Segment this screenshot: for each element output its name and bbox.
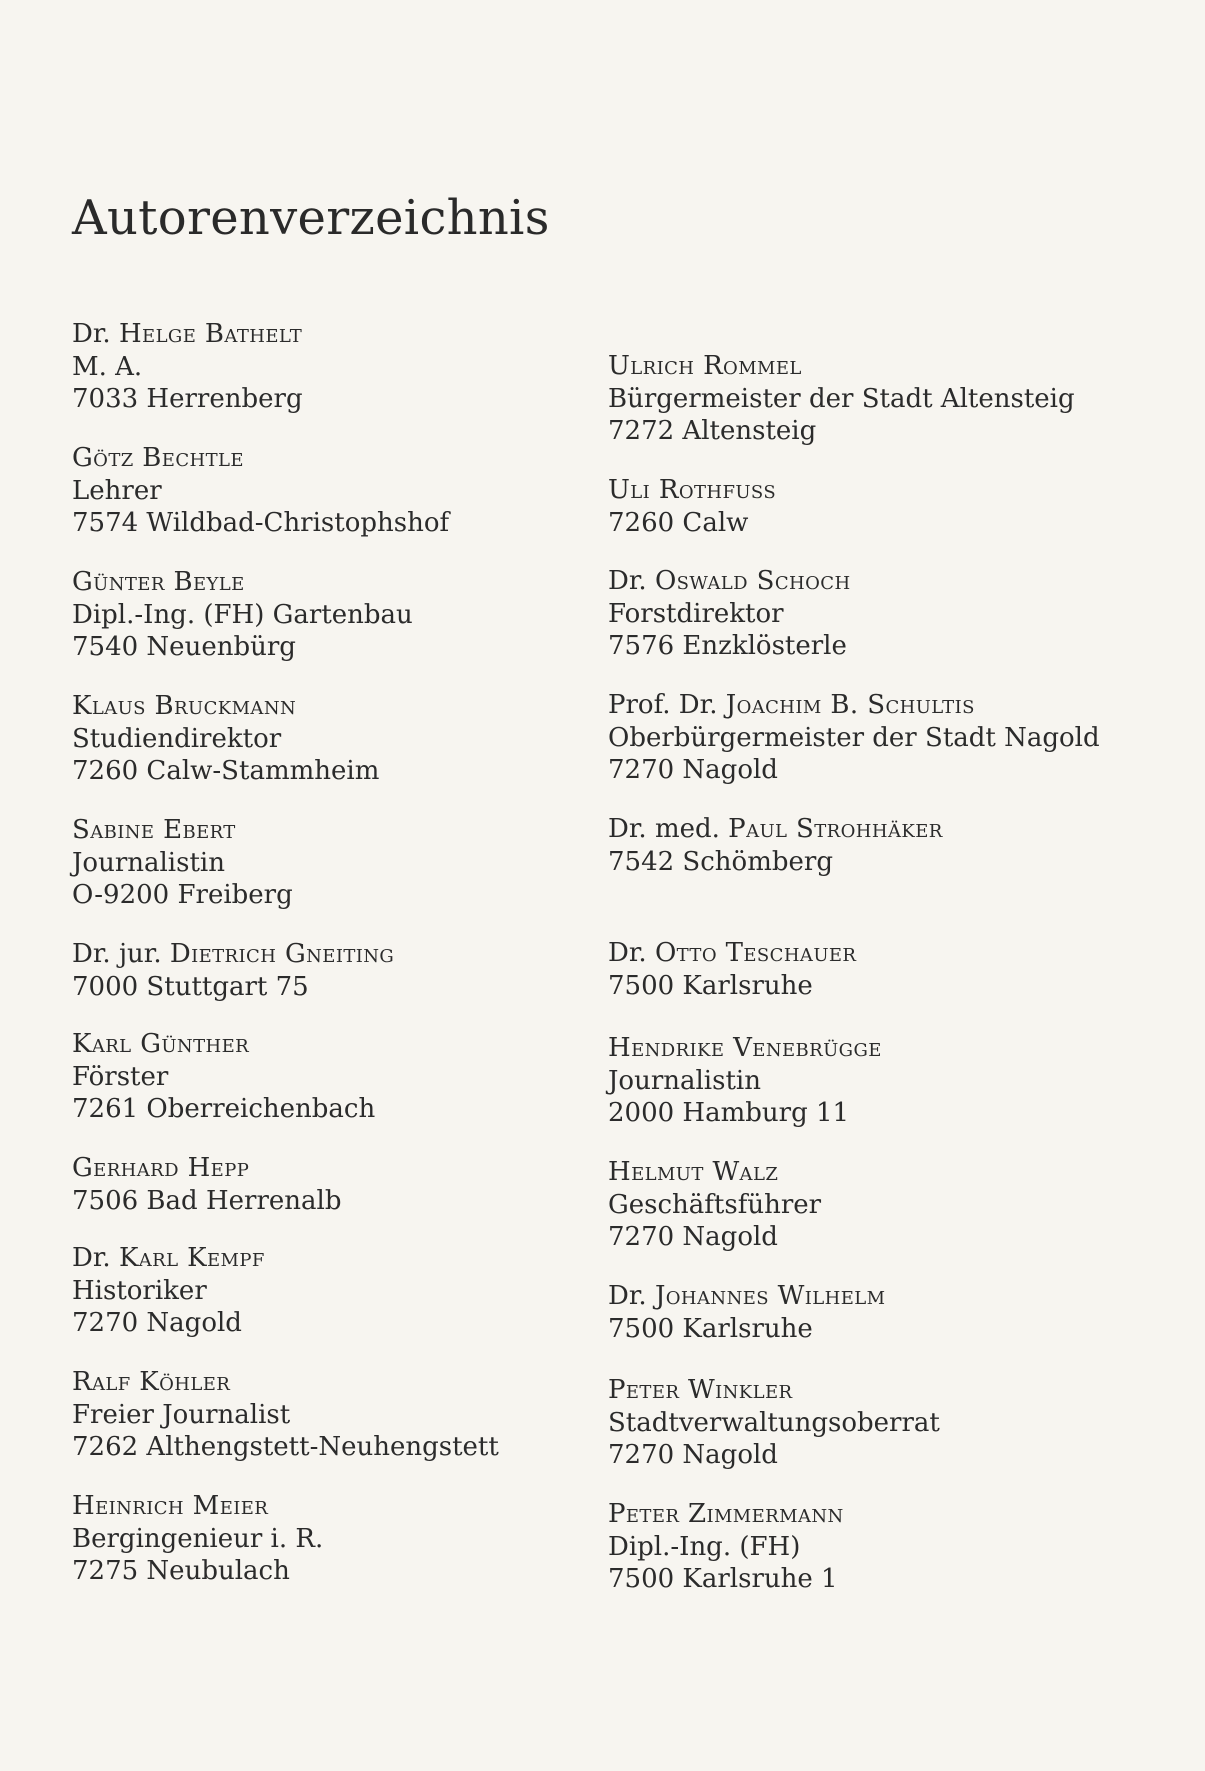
author-name-line [608,1374,1128,1407]
author-name: Helge Bathelt [118,319,303,349]
author-entry [72,814,592,912]
author-entry [608,474,1128,539]
author-occupation: Freier Journalist [72,1399,291,1430]
author-occupation: Oberbürgermeister der Stadt Nagold [608,722,1100,753]
author-occupation: Historiker [72,1275,207,1306]
author-occupation: M. A. [72,351,143,382]
author-name: Götz Bechtle [72,443,244,473]
author-name-line [72,566,592,599]
author-address: 7542 Schömberg [608,846,833,877]
author-name: Otto Teschauer [654,938,857,968]
author-entry [608,350,1128,448]
author-name-line [72,442,592,475]
author-address: 7033 Herrenberg [72,384,303,414]
author-address: 7261 Oberreichenbach [72,1094,376,1124]
author-name-line [608,689,1128,722]
author-entry [608,1032,1128,1130]
author-name: Helmut Walz [608,1157,779,1187]
author-name: Klaus Bruckmann [72,691,297,721]
author-address: 7576 Enzklösterle [608,631,847,661]
author-address: 2000 Hamburg 11 [608,1098,850,1128]
author-name: Sabine Ebert [72,815,236,845]
author-occupation: Dipl.-Ing. (FH) Gartenbau [72,599,413,630]
author-address: 7574 Wildbad-Christophshof [72,508,450,538]
author-name: Heinrich Meier [72,1491,269,1521]
author-occupation: Förster [72,1061,169,1092]
author-address: 7506 Bad Herrenalb [72,1185,342,1216]
author-name: Karl Günther [72,1029,250,1059]
author-name-line [72,690,592,723]
author-entry [608,565,1128,663]
author-title-prefix: Dr. med. [608,814,729,844]
author-name: Peter Winkler [608,1375,793,1405]
author-occupation: Bergingenieur i. R. [72,1523,324,1554]
author-name-line [608,565,1128,598]
author-entry [72,1152,592,1217]
author-entry [72,1028,592,1126]
author-name-line [608,1280,1128,1313]
author-entry [608,813,1128,878]
author-title-prefix: Dr. [72,319,119,349]
author-address: 7270 Nagold [608,1440,778,1470]
author-entry [72,442,592,540]
author-address: 7270 Nagold [72,1308,242,1338]
author-name: Uli Rothfuss [608,475,777,505]
author-name: Gerhard Hepp [72,1153,250,1183]
author-occupation: Forstdirektor [608,598,784,629]
author-name-line [72,1242,592,1275]
author-occupation: Lehrer [72,475,162,506]
author-name: Karl Kempf [118,1243,265,1273]
author-name-line [72,814,592,847]
author-title-prefix: Prof. Dr. [608,690,726,720]
author-name: Oswald Schoch [654,566,851,596]
author-occupation: Journalistin [72,847,225,878]
author-occupation: Dipl.-Ing. (FH) [608,1531,801,1562]
author-name: Günter Beyle [72,567,245,597]
author-name-line [608,350,1128,383]
author-name-line [608,937,1128,970]
author-name: Joachim B. Schultis [725,690,975,720]
author-address: 7540 Neuenbürg [72,632,296,662]
author-name: Dietrich Gneiting [169,939,395,969]
author-entry [72,1490,592,1588]
author-occupation: Stadtverwaltungsoberrat [608,1407,940,1438]
author-address: O-9200 Freiberg [72,880,293,910]
author-entry [72,1366,592,1464]
author-entry [608,689,1128,787]
author-name-line [72,1366,592,1399]
author-name: Peter Zimmermann [608,1499,844,1529]
author-name-line [72,1152,592,1185]
author-name-line [608,1032,1128,1065]
author-address: 7275 Neubulach [72,1556,290,1586]
author-name-line [72,1028,592,1061]
author-entry [72,566,592,664]
author-entry [608,1498,1128,1596]
author-title-prefix: Dr. [608,938,655,968]
author-name: Hendrike Venebrügge [608,1033,882,1063]
author-entry [72,1242,592,1340]
page-title: Autorenverzeichnis [72,190,550,246]
author-entry [608,1374,1128,1472]
author-address: 7500 Karlsruhe 1 [608,1564,838,1594]
author-name-line [608,1156,1128,1189]
author-title-prefix: Dr. jur. [72,939,170,969]
author-name-line [72,318,592,351]
author-entry [608,1280,1128,1345]
author-name-line [608,474,1128,507]
author-address: 7500 Karlsruhe [608,1313,813,1344]
author-entry [72,938,592,1003]
author-name: Paul Strohhäker [728,814,943,844]
author-name-line [72,938,592,971]
author-entry [72,690,592,788]
author-address: 7262 Althengstett-Neuhengstett [72,1432,499,1462]
author-address: 7270 Nagold [608,1222,778,1252]
author-occupation: Bürgermeister der Stadt Altensteig [608,383,1075,414]
author-name-line [72,1490,592,1523]
author-title-prefix: Dr. [608,566,655,596]
author-name: Ralf Köhler [72,1367,231,1397]
author-name-line [608,1498,1128,1531]
author-address: 7272 Altensteig [608,416,817,446]
author-address: 7270 Nagold [608,755,778,785]
author-title-prefix: Dr. [608,1281,655,1311]
author-address: 7260 Calw-Stammheim [72,756,380,786]
author-address: 7000 Stuttgart 75 [72,971,309,1002]
author-address: 7500 Karlsruhe [608,970,813,1001]
author-entry [608,1156,1128,1254]
author-address: 7260 Calw [608,507,749,538]
author-occupation: Studiendirektor [72,723,282,754]
author-title-prefix: Dr. [72,1243,119,1273]
author-occupation: Journalistin [608,1065,761,1096]
author-name: Johannes Wilhelm [654,1281,886,1311]
author-name: Ulrich Rommel [608,351,802,381]
author-entry [72,318,592,416]
author-name-line [608,813,1128,846]
author-occupation: Geschäftsführer [608,1189,822,1220]
author-entry [608,937,1128,1002]
